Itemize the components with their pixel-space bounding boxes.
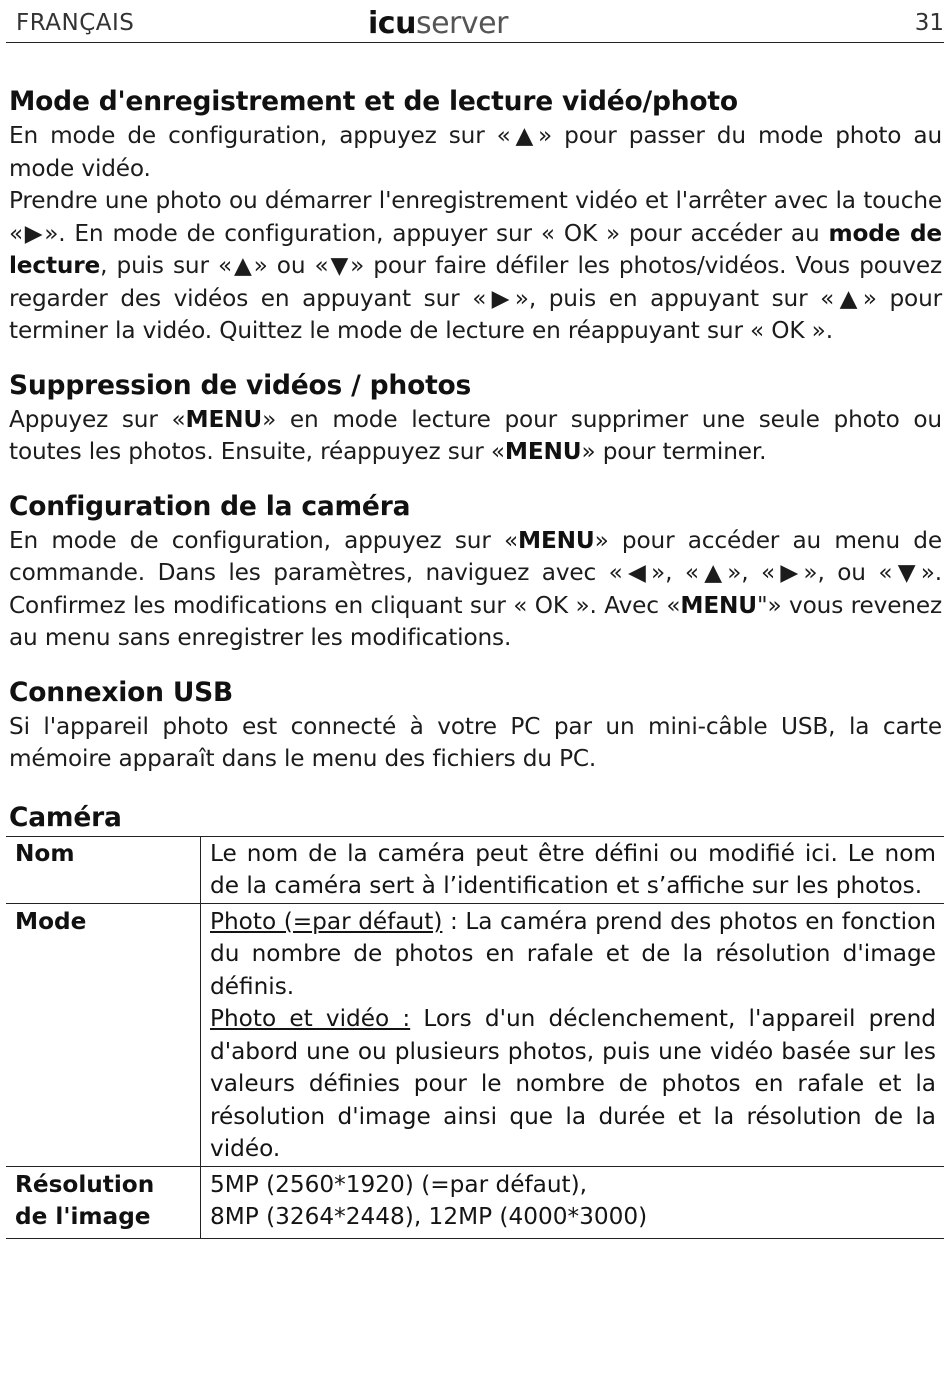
settings-table (6, 836, 944, 1239)
row-label: Nom (6, 836, 201, 903)
page-content (9, 84, 942, 1239)
row-text: 5MP (2560*1920) (=par défaut), 8MP (3264*2448), 12MP (4000*3000) (201, 1166, 945, 1238)
paragraph: Si l'appareil photo est connecté à votre PC par un mini-câble USB, la carte mémoire apparaît dans le menu des fichiers du PC. (9, 712, 942, 772)
table-row (6, 836, 944, 903)
section-title: Configuration de la caméra (9, 490, 411, 522)
section-title: Connexion USB (9, 676, 234, 708)
row-text: Photo (=par défaut) : La caméra prend des photos en fonction du nombre de photos en rafale et de la résolution d'image définis. Photo et vidéo : Lors d'un déclenchement, l'appareil prend d'abord une ou plusieurs photos, puis une vidéo basée sur les valeurs définies pour le nombre de photos en rafale et la résolution d'image ainsi que la durée et la résolution de la vidéo. (201, 903, 945, 1166)
row-label: Résolution de l'image (6, 1166, 201, 1238)
table-row (6, 1166, 944, 1238)
section-title: Mode d'enregistrement et de lecture vidéo/photo (9, 86, 738, 117)
table-row (6, 903, 944, 1166)
paragraph: Appuyez sur «MENU» en mode lecture pour supprimer une seule photo ou toutes les photos. Ensuite, réappuyez sur «MENU» pour terminer. (9, 405, 942, 465)
section-usb (9, 675, 942, 776)
section-delete (9, 368, 942, 469)
page-header (6, 4, 944, 43)
section-camera-config (9, 489, 942, 655)
row-label: Mode (6, 903, 201, 1166)
paragraph: Prendre une photo ou démarrer l'enregistrement vidéo et l'arrêter avec la touche «▶». En mode de configuration, appuyer sur « OK » pour accéder au mode de lecture, puis sur «▲» ou «▼» pour faire défiler les photos/vidéos. Vous pouvez regarder des vidéos en appuyant sur «▶», puis en appuyant sur «▲» pour terminer la vidéo. Quittez le mode de lecture en réappuyant sur « OK ». (9, 187, 943, 344)
section-title: Caméra (9, 801, 122, 833)
row-text: Le nom de la caméra peut être défini ou modifié ici. Le nom de la caméra sert à l’identification et s’affiche sur les photos. (201, 836, 945, 903)
paragraph: En mode de configuration, appuyez sur «▲» pour passer du mode photo au mode vidéo. (9, 122, 942, 182)
section-camera-table (9, 800, 942, 1239)
page-number: 31 (914, 10, 944, 36)
icuserver-logo: icuserver (368, 6, 508, 41)
section-recording-playback (9, 84, 942, 348)
language-label: FRANÇAIS (16, 10, 135, 36)
section-title: Suppression de vidéos / photos (9, 369, 472, 401)
paragraph: En mode de configuration, appuyez sur «MENU» pour accéder au menu de commande. Dans les paramètres, naviguez avec «◀», «▲», «▶», ou «▼». Confirmez les modifications en cliquant sur « OK ». Avec «MENU"» vous revenez au menu sans enregistrer les modifications. (9, 526, 942, 651)
